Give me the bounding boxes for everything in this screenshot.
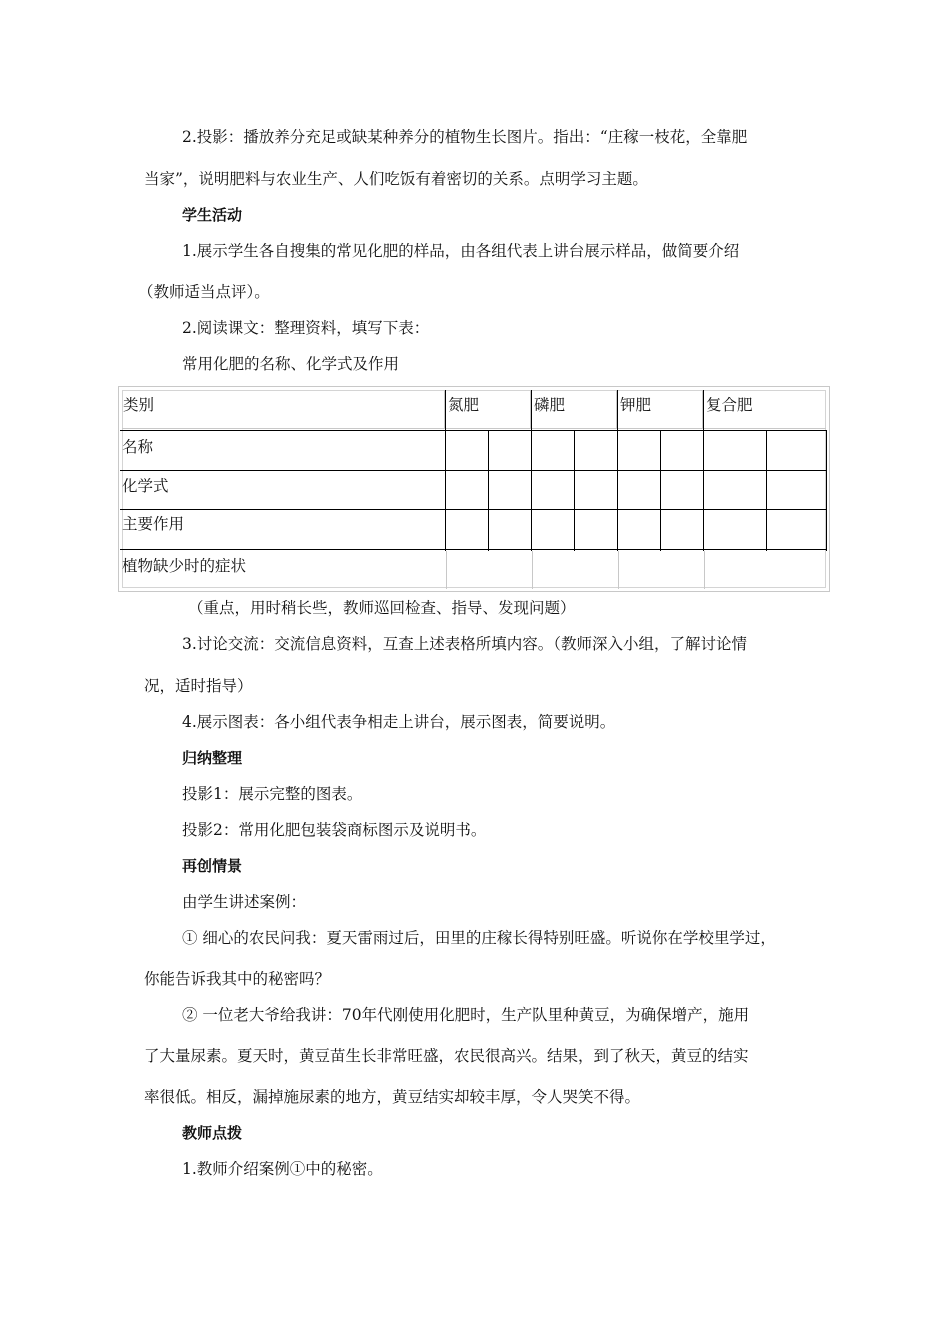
- table-footer-divider: [618, 551, 619, 589]
- table-grid-line: [660, 430, 661, 551]
- paragraph-discussion-line1: 3.讨论交流：交流信息资料，互查上述表格所填内容。（教师深入小组，了解讨论情: [182, 635, 748, 653]
- table-header-category: 类别: [123, 396, 155, 414]
- paragraph-case1-line2: 你能告诉我其中的秘密吗？: [144, 970, 331, 988]
- paragraph-teacher-1: 1.教师介绍案例①中的秘密。: [182, 1160, 383, 1178]
- table-grid-line: [120, 549, 826, 550]
- table-grid-line: [703, 390, 704, 551]
- table-grid-line: [826, 430, 827, 551]
- table-grid-line: [531, 390, 532, 551]
- table-row-name: 名称: [122, 438, 154, 456]
- paragraph-show-charts: 4.展示图表：各小组代表争相走上讲台，展示图表，简要说明。: [182, 713, 616, 731]
- heading-teacher-guidance: 教师点拨: [182, 1124, 243, 1142]
- heading-summary: 归纳整理: [182, 749, 243, 767]
- paragraph-show-samples-line1: 1.展示学生各自搜集的常见化肥的样品，由各组代表上讲台展示样品，做简要介绍: [182, 242, 740, 260]
- table-row-deficiency: 植物缺少时的症状: [122, 557, 247, 575]
- paragraph-case2-line2: 了大量尿素。夏天时，黄豆苗生长非常旺盛，农民很高兴。结果，到了秋天，黄豆的结实: [144, 1047, 749, 1065]
- table-grid-line: [120, 470, 826, 471]
- table-header-nitrogen: 氮肥: [448, 396, 480, 414]
- table-row-function: 主要作用: [122, 515, 185, 533]
- paragraph-cases-intro: 由学生讲述案例：: [182, 893, 307, 911]
- table-grid-line: [574, 430, 575, 551]
- table-header-divider: [122, 428, 826, 429]
- paragraph-discussion-line2: 况，适时指导）: [144, 677, 253, 695]
- paragraph-show-samples-line2: （教师适当点评）。: [138, 283, 270, 301]
- table-footer-divider: [704, 551, 705, 589]
- table-header-compound: 复合肥: [706, 396, 753, 414]
- paragraph-case2-line3: 率很低。相反，漏掉施尿素的地方，黄豆结实却较丰厚，令人哭笑不得。: [144, 1088, 641, 1106]
- table-header-potash: 钾肥: [620, 396, 652, 414]
- heading-scenario: 再创情景: [182, 857, 243, 875]
- table-caption: 常用化肥的名称、化学式及作用: [182, 355, 400, 373]
- paragraph-case1-line1: ① 细心的农民问我：夏天雷雨过后，田里的庄稼长得特别旺盛。听说你在学校里学过，: [182, 929, 776, 947]
- table-grid-line: [488, 430, 489, 551]
- paragraph-projection-line1: 2.投影：播放养分充足或缺某种养分的植物生长图片。指出：“庄稼一枝花，全靠肥: [182, 128, 748, 146]
- table-footer-divider: [446, 551, 447, 589]
- table-grid-line: [120, 509, 826, 510]
- paragraph-case2-line1: ② 一位老大爷给我讲：70年代刚使用化肥时，生产队里种黄豆，为确保增产，施用: [182, 1006, 750, 1024]
- table-grid-line: [617, 390, 618, 551]
- heading-student-activity: 学生活动: [182, 206, 243, 224]
- paragraph-projection-2: 投影2：常用化肥包装袋商标图示及说明书。: [182, 821, 487, 839]
- table-grid-line: [445, 390, 446, 551]
- paragraph-projection-1: 投影1：展示完整的图表。: [182, 785, 363, 803]
- paragraph-note: （重点，用时稍长些，教师巡回检查、指导、发现问题）: [188, 599, 576, 617]
- table-grid-line: [766, 430, 767, 551]
- paragraph-projection-line2: 当家”，说明肥料与农业生产、人们吃饭有着密切的关系。点明学习主题。: [144, 170, 648, 188]
- table-row-formula: 化学式: [122, 477, 169, 495]
- table-header-phosphate: 磷肥: [534, 396, 566, 414]
- table-grid-line: [120, 430, 826, 431]
- paragraph-read-text: 2.阅读课文：整理资料，填写下表：: [182, 319, 430, 337]
- table-footer-divider: [532, 551, 533, 589]
